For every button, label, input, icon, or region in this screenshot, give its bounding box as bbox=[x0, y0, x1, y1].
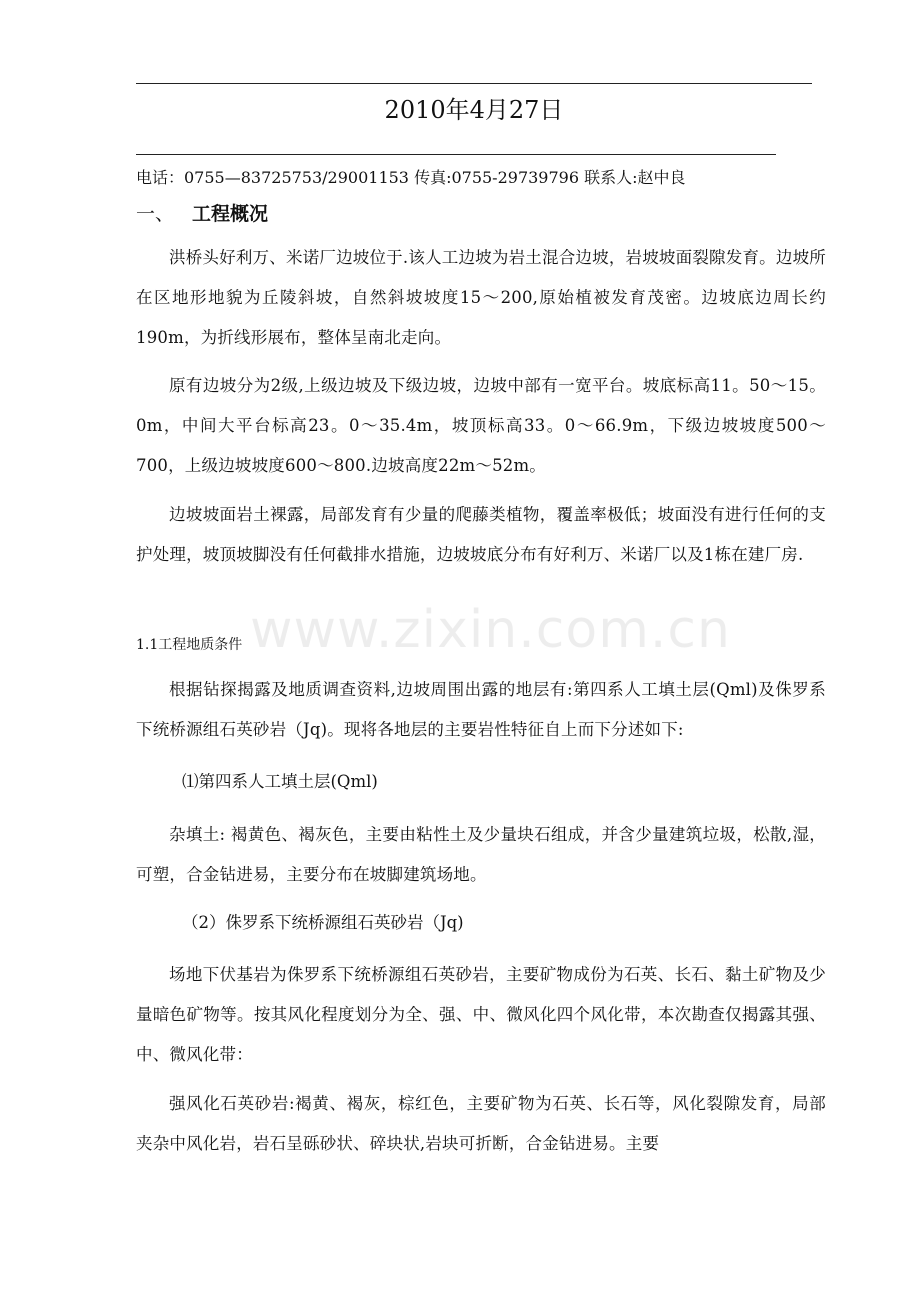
section-number: 一、 bbox=[136, 203, 175, 225]
paragraph-layer2: 场地下伏基岩为侏罗系下统桥源组石英砂岩，主要矿物成份为石英、长石、黏土矿物及少量暗色矿物等。按其风化程度划分为全、强、中、微风化四个风化带，本次勘查仅揭露其强、中、微风化带： bbox=[136, 965, 826, 1064]
paragraph-geology-intro: 根据钻探揭露及地质调查资料,边坡周围出露的地层有:第四系人工填土层(Qml)及侏罗系下统桥源组石英砂岩（Jq)。现将各地层的主要岩性特征自上而下分述如下: bbox=[136, 680, 826, 739]
paragraph-overview-2: 原有边坡分为2级,上级边坡及下级边坡，边坡中部有一宽平台。坡底标高11。50～15。0m，中间大平台标高23。0～35.4m，坡顶标高33。0～66.9m，下级边坡坡度500～700，上级边坡坡度600～800.边坡高度22m～52m。 bbox=[136, 376, 826, 475]
subsection-title: 1.1工程地质条件 bbox=[136, 637, 243, 653]
contact-line: 电话：0755—83725753/29001153 传真:0755-29739796 联系人:赵中良 bbox=[136, 168, 686, 187]
paragraph-overview-1: 洪桥头好利万、米诺厂边坡位于.该人工边坡为岩土混合边坡，岩坡坡面裂隙发育。边坡所在区地形地貌为丘陵斜坡，自然斜坡坡度15～200,原始植被发育茂密。边坡底边周长约190m，为折线形展布，整体呈南北走向。 bbox=[136, 248, 826, 347]
paragraph-weathered: 强风化石英砂岩:褐黄、褐灰，棕红色，主要矿物为石英、长石等，风化裂隙发育，局部夹杂中风化岩，岩石呈砾砂状、碎块状,岩块可折断，合金钻进易。主要 bbox=[136, 1094, 826, 1153]
paragraph-overview-3: 边坡坡面岩土裸露，局部发育有少量的爬藤类植物，覆盖率极低；坡面没有进行任何的支护处理，坡顶坡脚没有任何截排水措施，边坡坡底分布有好利万、米诺厂以及1栋在建厂房. bbox=[136, 505, 826, 564]
paragraph-layer1: 杂填土: 褐黄色、褐灰色，主要由粘性土及少量块石组成，并含少量建筑垃圾，松散,湿，可塑，合金钻进易，主要分布在坡脚建筑场地。 bbox=[136, 825, 826, 884]
section-title: 工程概况 bbox=[192, 203, 269, 225]
layer2-title: （2）侏罗系下统桥源组石英砂岩（Jq) bbox=[182, 913, 464, 932]
layer1-title: ⑴第四系人工填土层(Qml) bbox=[182, 772, 378, 791]
section-heading bbox=[136, 200, 268, 228]
watermark: www.zixin.com.cn bbox=[250, 600, 731, 660]
header-bottom-rule bbox=[136, 154, 776, 155]
document-date: 2010年4月27日 bbox=[384, 96, 564, 124]
header-top-rule bbox=[136, 83, 812, 84]
